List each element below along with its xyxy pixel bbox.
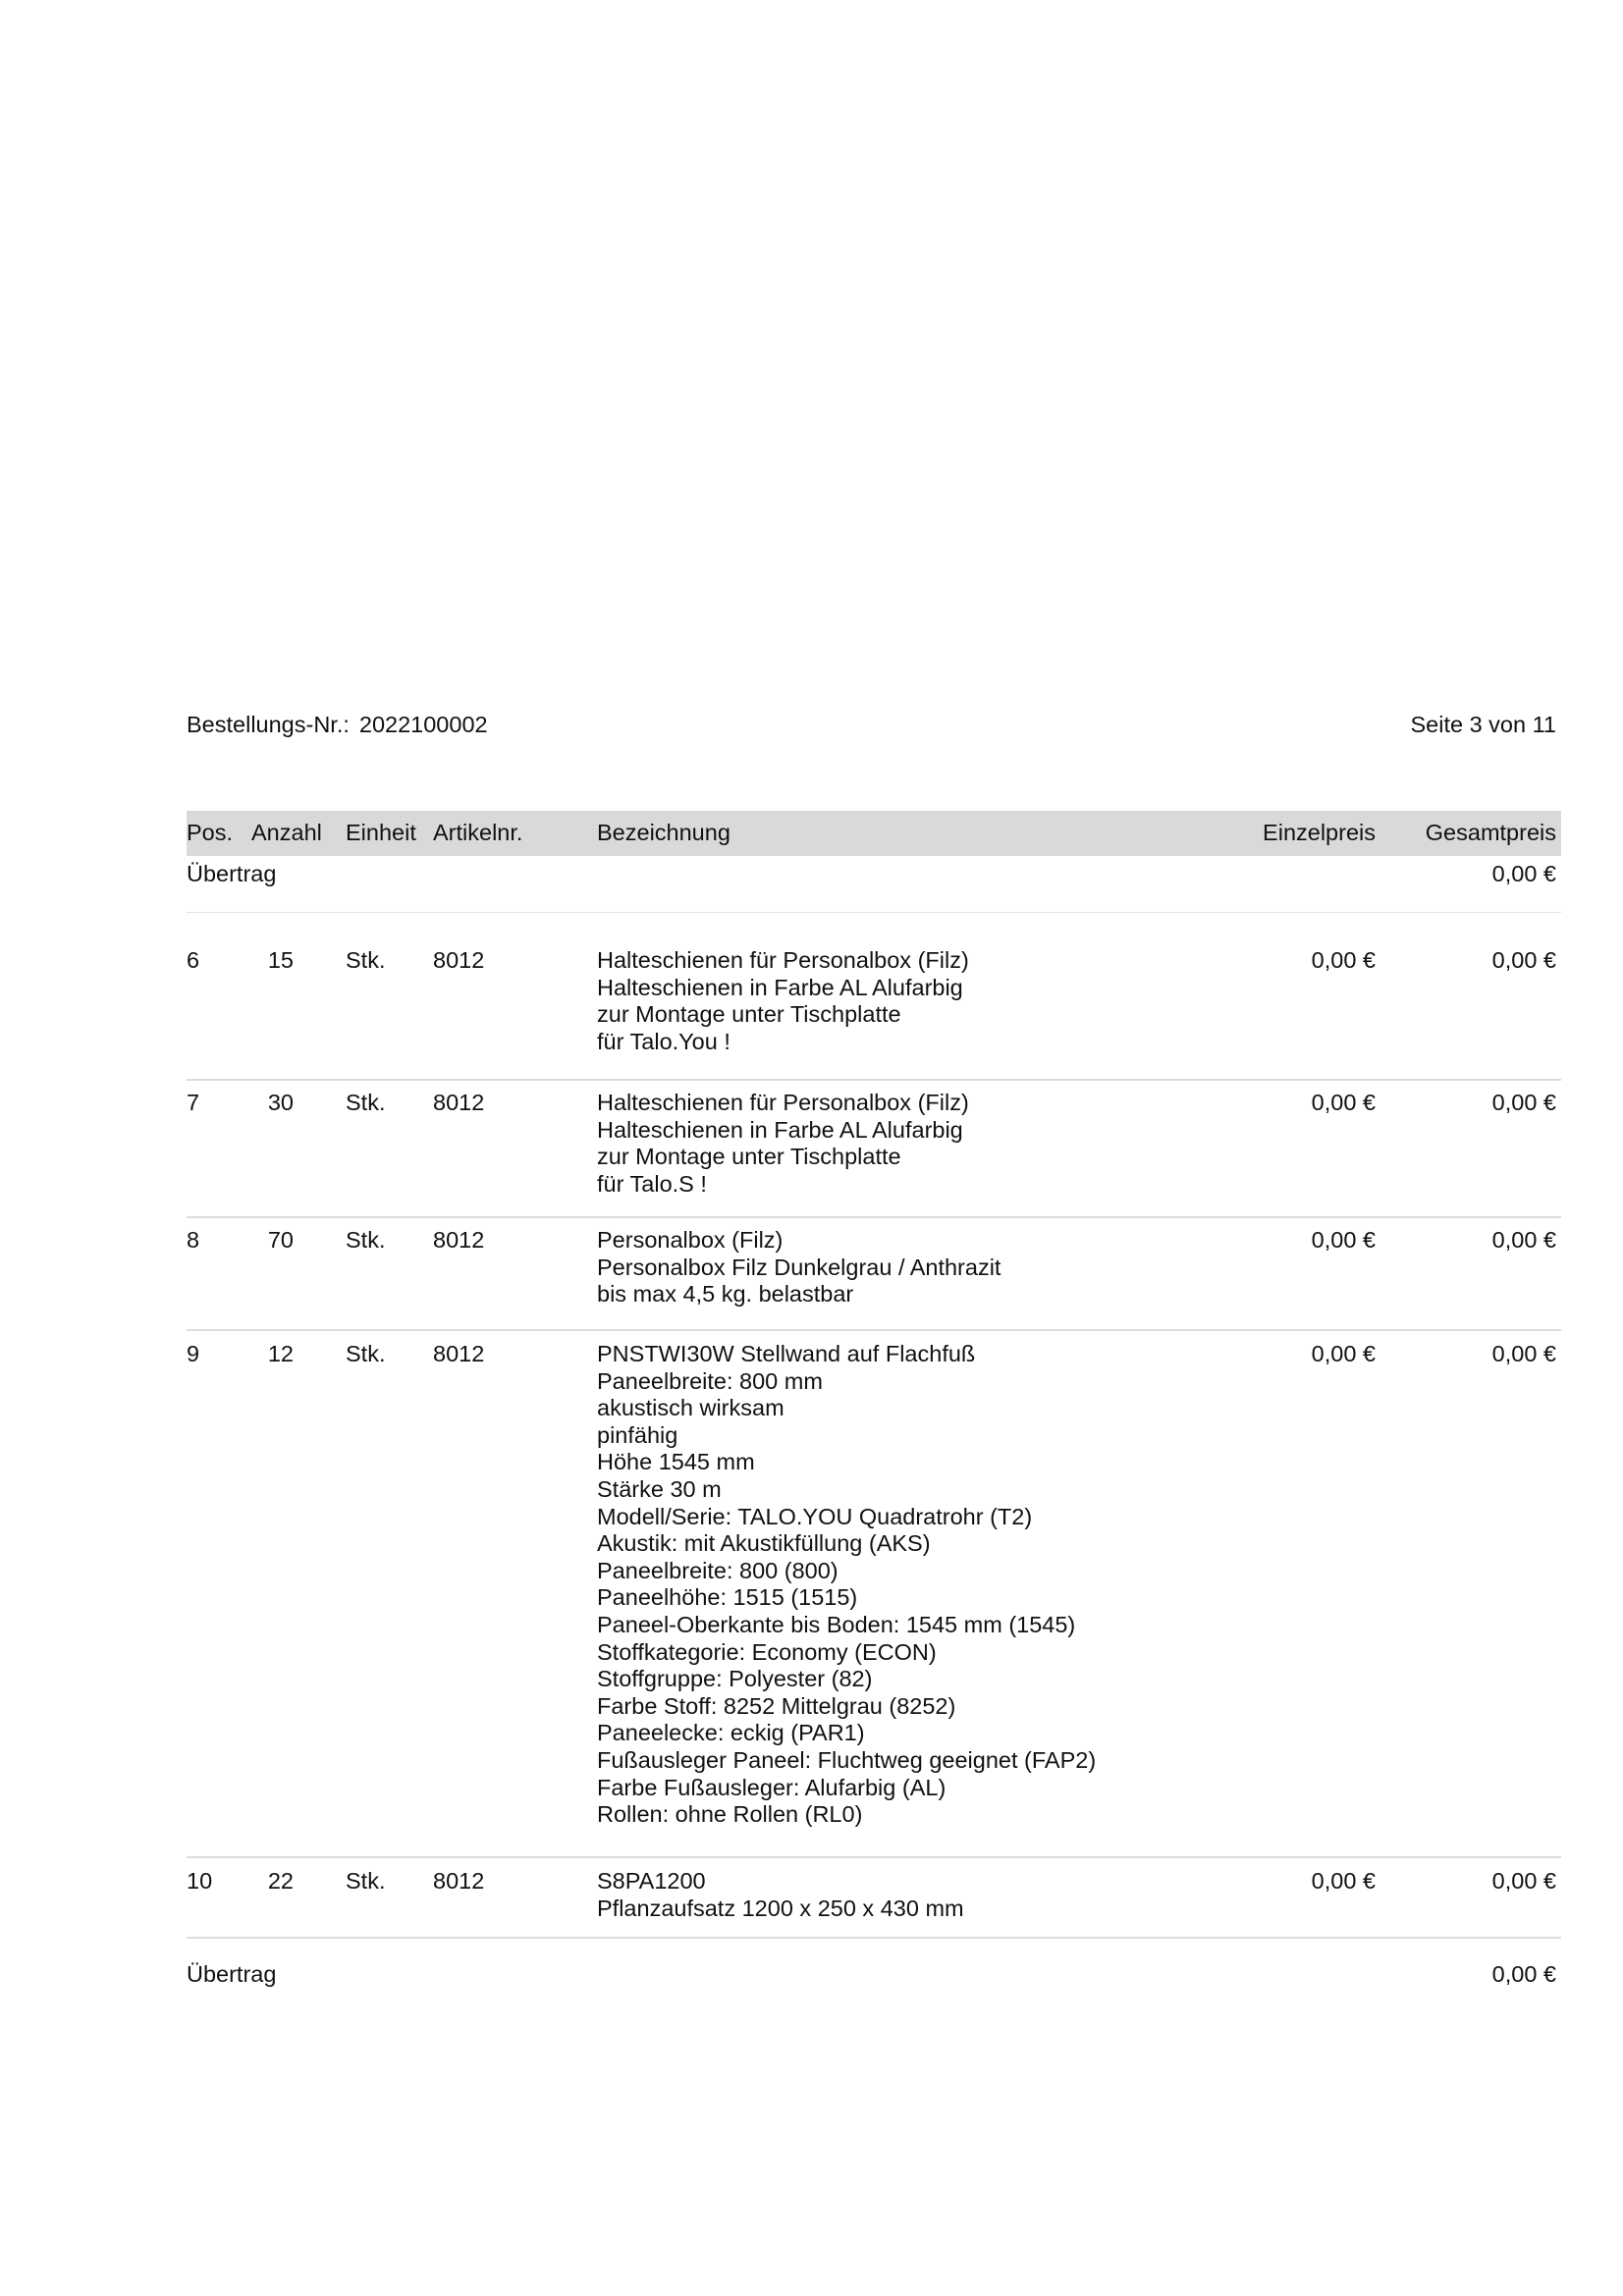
row-description [597, 947, 969, 1055]
description-line: Halteschienen für Personalbox (Filz) [597, 947, 969, 973]
column-header-unit: Einheit [346, 820, 416, 845]
row-pos: 7 [187, 1090, 200, 1115]
carry-over-bottom-row [187, 1939, 1561, 1988]
row-unit: Stk. [346, 1090, 386, 1115]
row-description [597, 1341, 1096, 1829]
description-line: Farbe Stoff: 8252 Mittelgrau (8252) [597, 1692, 956, 1719]
page-indicator: Seite 3 von 11 [1410, 712, 1556, 737]
description-line: Paneelecke: eckig (PAR1) [597, 1720, 865, 1746]
row-description [597, 1227, 1001, 1308]
row-article: 8012 [433, 1341, 485, 1366]
column-header-unit-price: Einzelpreis [1263, 820, 1376, 845]
description-line: Stärke 30 m [597, 1475, 722, 1502]
description-line: Höhe 1545 mm [597, 1449, 755, 1475]
description-line: Personalbox (Filz) [597, 1227, 784, 1253]
row-article: 8012 [433, 947, 485, 973]
column-header-article: Artikelnr. [433, 820, 523, 845]
row-pos: 9 [187, 1341, 200, 1366]
row-qty: 70 [267, 1227, 294, 1253]
description-line: Rollen: ohne Rollen (RL0) [597, 1801, 863, 1828]
row-pos: 8 [187, 1227, 200, 1253]
column-header-description: Bezeichnung [597, 820, 730, 845]
description-line: für Talo.S ! [597, 1170, 707, 1197]
row-pos: 10 [187, 1868, 213, 1894]
description-line: Stoffgruppe: Polyester (82) [597, 1666, 873, 1692]
description-line: für Talo.You ! [597, 1028, 730, 1054]
table-row [187, 1081, 1561, 1218]
row-article: 8012 [433, 1868, 485, 1894]
description-line: S8PA1200 [597, 1868, 706, 1894]
description-line: Paneelbreite: 800 mm [597, 1367, 823, 1394]
carry-over-label: Übertrag [187, 861, 277, 886]
description-line: Akustik: mit Akustikfüllung (AKS) [597, 1530, 931, 1557]
row-description [597, 1868, 964, 1922]
description-line: Modell/Serie: TALO.YOU Quadratrohr (T2) [597, 1503, 1033, 1529]
table-row [187, 1218, 1561, 1331]
row-total-price: 0,00 € [1491, 1341, 1556, 1366]
order-number-block [187, 712, 488, 738]
row-unit: Stk. [346, 1341, 386, 1366]
row-unit-price: 0,00 € [1311, 1090, 1376, 1115]
row-unit-price: 0,00 € [1311, 1227, 1376, 1253]
row-unit-price: 0,00 € [1311, 947, 1376, 973]
row-unit-price: 0,00 € [1311, 1868, 1376, 1894]
description-line: zur Montage unter Tischplatte [597, 1001, 901, 1028]
order-number-label: Bestellungs-Nr.: [187, 712, 350, 737]
row-total-price: 0,00 € [1491, 1227, 1556, 1253]
description-line: Halteschienen in Farbe AL Alufarbig [597, 974, 963, 1000]
carry-over-top-row [187, 856, 1561, 913]
row-total-price: 0,00 € [1491, 1868, 1556, 1894]
column-header-pos: Pos. [187, 820, 234, 845]
row-total-price: 0,00 € [1491, 1090, 1556, 1115]
description-line: Stoffkategorie: Economy (ECON) [597, 1638, 937, 1665]
description-line: Paneelbreite: 800 (800) [597, 1557, 839, 1583]
description-line: Farbe Fußausleger: Alufarbig (AL) [597, 1774, 947, 1800]
description-line: Paneelhöhe: 1515 (1515) [597, 1584, 858, 1611]
row-article: 8012 [433, 1090, 485, 1115]
table-row [187, 913, 1561, 1081]
row-unit: Stk. [346, 947, 386, 973]
column-header-qty: Anzahl [251, 820, 322, 845]
description-line: zur Montage unter Tischplatte [597, 1144, 901, 1170]
row-qty: 12 [267, 1341, 294, 1366]
description-line: pinfähig [597, 1421, 678, 1448]
carry-over-amount: 0,00 € [1491, 1961, 1556, 1987]
table-header-row [187, 811, 1561, 856]
description-line: PNSTWI30W Stellwand auf Flachfuß [597, 1341, 976, 1366]
row-pos: 6 [187, 947, 200, 973]
carry-over-amount: 0,00 € [1491, 861, 1556, 886]
description-line: akustisch wirksam [597, 1395, 784, 1421]
page-header [187, 712, 1556, 743]
row-unit: Stk. [346, 1868, 386, 1894]
carry-over-label: Übertrag [187, 1961, 277, 1987]
row-qty: 15 [267, 947, 294, 973]
description-line: Personalbox Filz Dunkelgrau / Anthrazit [597, 1254, 1001, 1280]
row-qty: 30 [267, 1090, 294, 1115]
row-unit: Stk. [346, 1227, 386, 1253]
row-total-price: 0,00 € [1491, 947, 1556, 973]
description-line: Halteschienen für Personalbox (Filz) [597, 1090, 969, 1115]
table-row [187, 1331, 1561, 1858]
description-line: Fußausleger Paneel: Fluchtweg geeignet (FAP2) [597, 1746, 1097, 1773]
row-unit-price: 0,00 € [1311, 1341, 1376, 1366]
description-line: Paneel-Oberkante bis Boden: 1545 mm (1545) [597, 1611, 1076, 1637]
order-number-value: 2022100002 [358, 712, 488, 737]
table-row [187, 1858, 1561, 1939]
description-line: Pflanzaufsatz 1200 x 250 x 430 mm [597, 1895, 964, 1921]
order-items-table [187, 811, 1561, 1988]
row-qty: 22 [267, 1868, 294, 1894]
column-header-total-price: Gesamtpreis [1425, 820, 1556, 845]
description-line: Halteschienen in Farbe AL Alufarbig [597, 1116, 963, 1143]
row-description [597, 1090, 969, 1198]
row-article: 8012 [433, 1227, 485, 1253]
description-line: bis max 4,5 kg. belastbar [597, 1281, 854, 1308]
